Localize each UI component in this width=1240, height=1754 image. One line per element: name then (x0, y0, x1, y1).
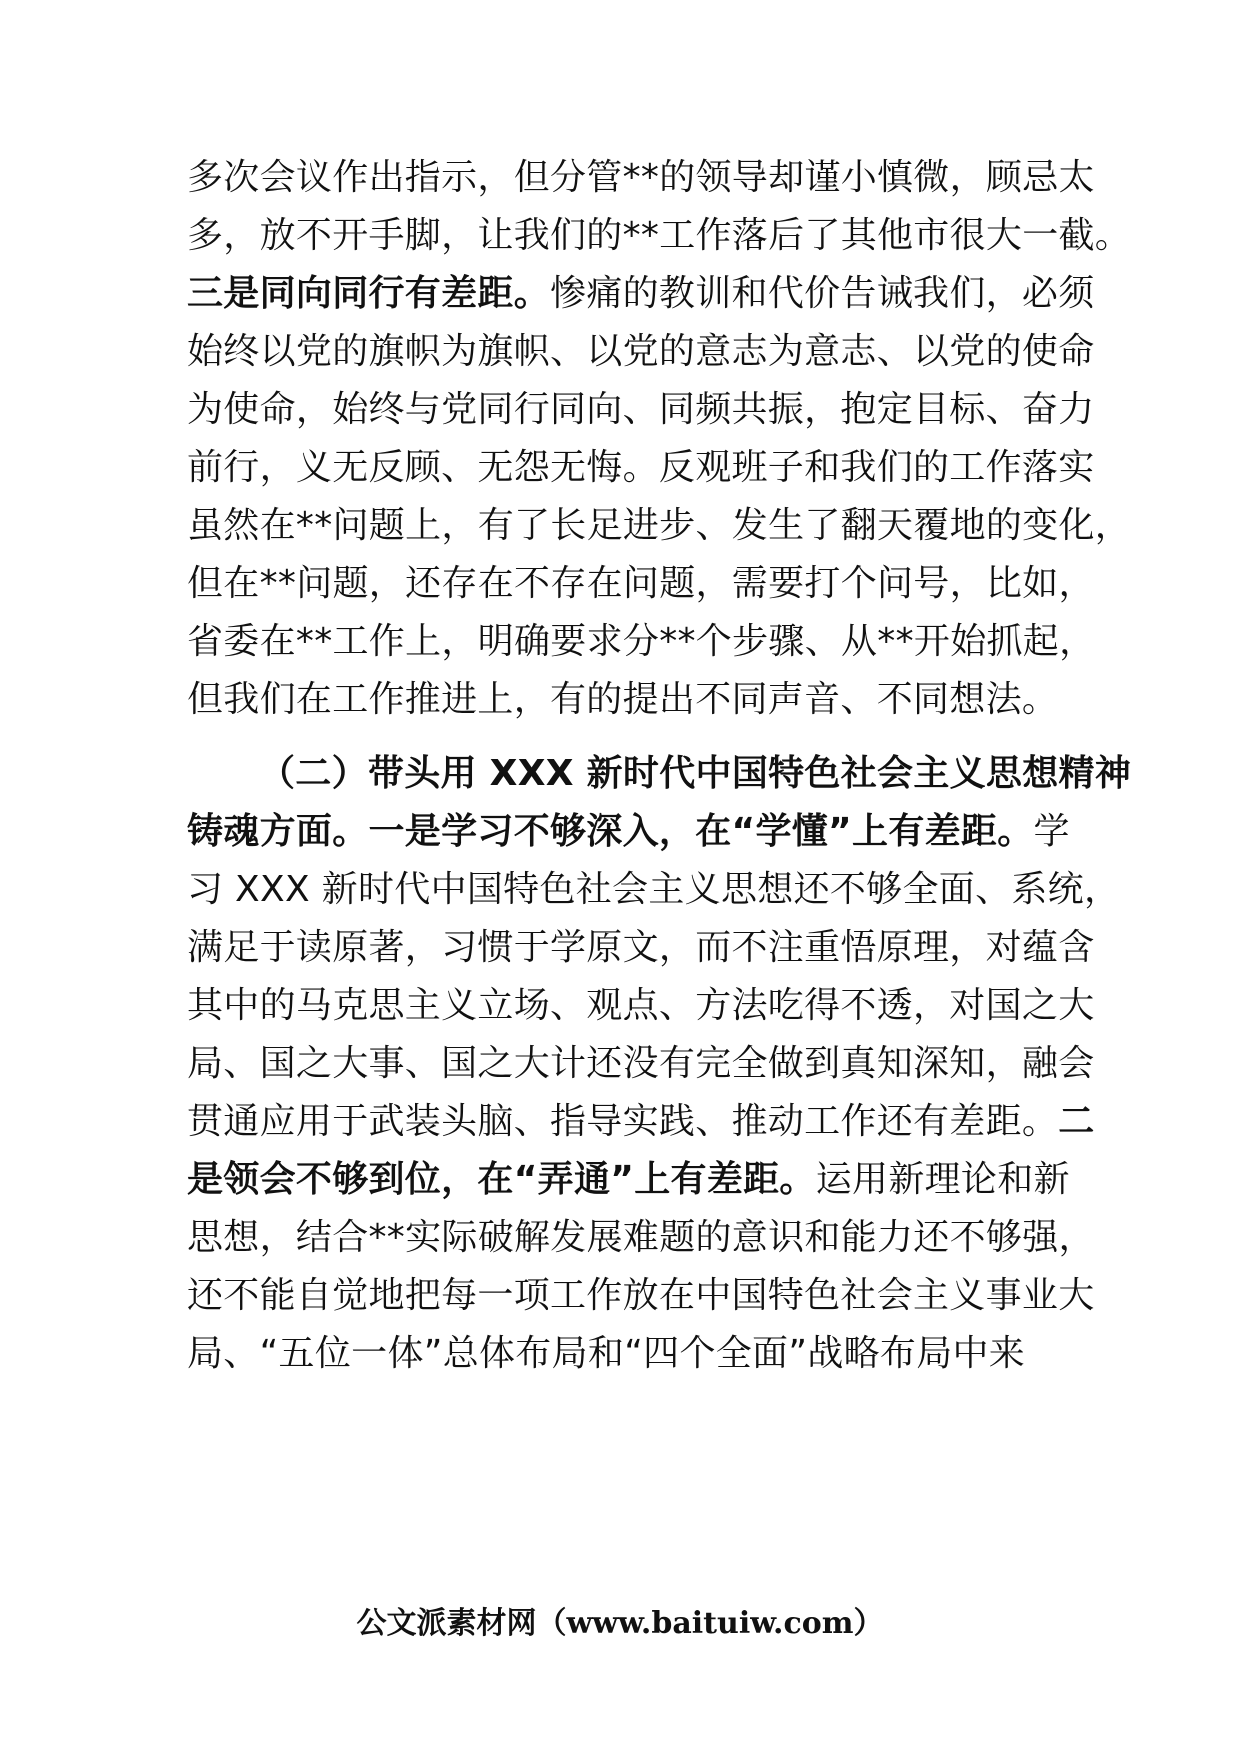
site-footer: 公文派素材网（www.baituiw.com） (356, 1606, 884, 1641)
text-line-3 (187, 262, 1095, 326)
text-line-9 (187, 610, 1096, 674)
text-segment: 局、国之大事、国之大计还没有完全做到真知深知，融会 (187, 1043, 1095, 1084)
text-line-5 (187, 378, 1095, 442)
text-line-8 (187, 552, 1095, 616)
text-segment: 始终以党的旗帜为旗帜、以党的意志为意志、以党的使命 (187, 331, 1095, 372)
bold-heading-segment: 三是同向同行有差距。 (187, 273, 551, 314)
text-line-13 (187, 858, 1121, 922)
text-line-4 (187, 320, 1095, 384)
text-line-21 (187, 1322, 1087, 1386)
bold-heading-segment: 铸魂方面。一是学习不够深入，在“学懂”上有差距。 (187, 811, 1034, 852)
text-segment: 其中的马克思主义立场、观点、方法吃得不透，对国之大 (187, 985, 1095, 1026)
text-segment: 局、“五位一体”总体布局和“四个全面”战略布局中来 (187, 1333, 1026, 1374)
section-heading: （二）带头用 XXX 新时代中国特色社会主义思想精神 (259, 753, 1132, 794)
text-segment: 为使命，始终与党同行同向、同频共振，抱定目标、奋力 (187, 389, 1095, 430)
text-line-7 (187, 494, 1132, 558)
text-segment: 习 XXX 新时代中国特色社会主义思想还不够全面、系统， (187, 869, 1121, 910)
text-segment: 还不能自觉地把每一项工作放在中国特色社会主义事业大 (187, 1275, 1095, 1316)
text-segment: 思想，结合**实际破解发展难题的意识和能力还不够强， (187, 1217, 1095, 1258)
text-line-18 (187, 1148, 1087, 1212)
text-line-2 (187, 204, 1132, 268)
text-segment: 多次会议作出指示，但分管**的领导却谨小慎微，顾忌太 (187, 157, 1095, 198)
text-line-15 (187, 974, 1095, 1038)
text-segment: 满足于读原著，习惯于学原文，而不注重悟原理，对蕴含 (187, 927, 1095, 968)
text-segment: 贯通应用于武装头脑、指导实践、推动工作还有差距。 (187, 1101, 1059, 1142)
section-heading-line (259, 742, 1159, 806)
text-line-12 (187, 800, 1087, 864)
text-line-6 (187, 436, 1095, 500)
text-line-1 (187, 146, 1095, 210)
text-segment: 多，放不开手脚，让我们的**工作落后了其他市很大一截。 (187, 215, 1132, 256)
text-segment: 但我们在工作推进上，有的提出不同声音、不同想法。 (187, 679, 1059, 720)
bold-heading-segment: 二 (1058, 1101, 1095, 1142)
text-line-10 (187, 668, 1087, 732)
text-line-17 (187, 1090, 1095, 1154)
text-line-19 (187, 1206, 1095, 1270)
text-segment: 虽然在**问题上，有了长足进步、发生了翻天覆地的变化， (187, 505, 1132, 546)
text-segment: 省委在**工作上，明确要求分**个步骤、从**开始抓起， (187, 621, 1096, 662)
text-segment: 惨痛的教训和代价告诫我们，必须 (550, 273, 1095, 314)
text-segment: 运用新理论和新 (815, 1159, 1070, 1200)
text-line-20 (187, 1264, 1095, 1328)
text-line-14 (187, 916, 1095, 980)
text-line-16 (187, 1032, 1095, 1096)
text-segment: 学 (1033, 811, 1070, 852)
text-segment: 前行，义无反顾、无怨无悔。反观班子和我们的工作落实 (187, 447, 1095, 488)
bold-heading-segment: 是领会不够到位，在“弄通”上有差距。 (187, 1159, 816, 1200)
text-segment: 但在**问题，还存在不存在问题，需要打个问号，比如， (187, 563, 1095, 604)
